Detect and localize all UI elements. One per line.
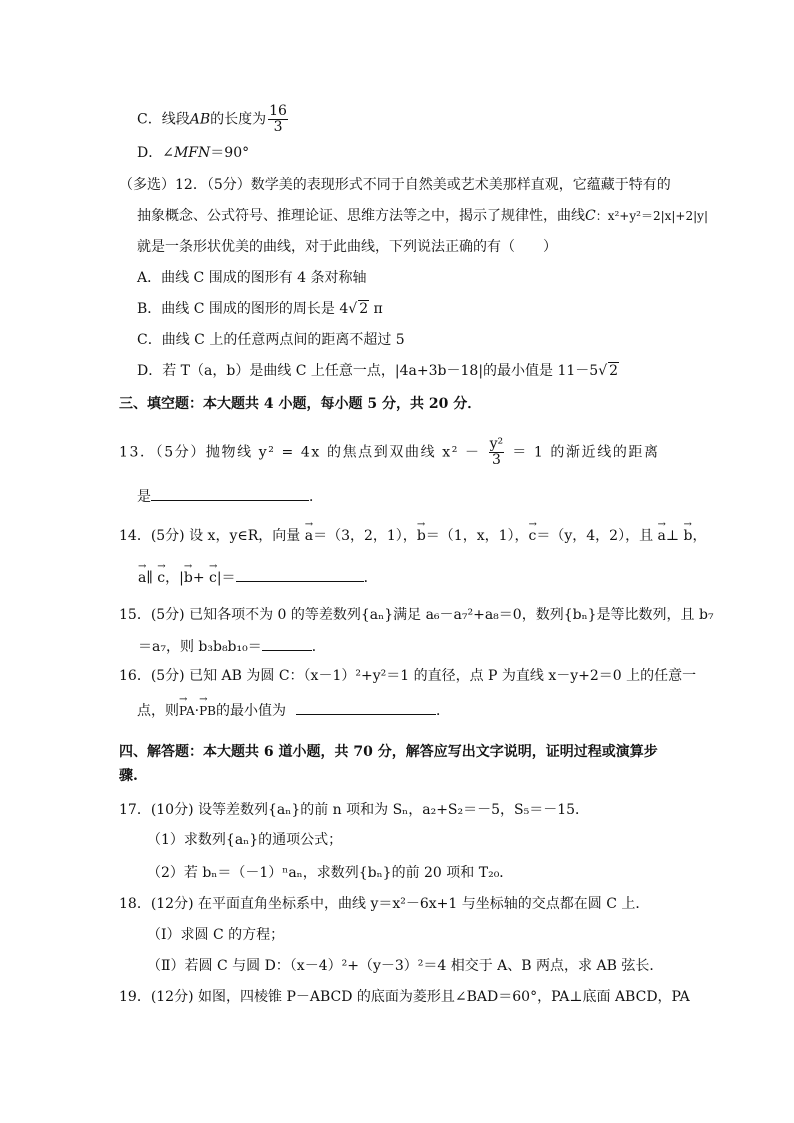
q12-option-d-text: D．若 T（a，b）是曲线 C 上任意一点，|4a+3b－18|的最小值是 11－5 — [137, 363, 599, 379]
q12-option-c: C．曲线 C 上的任意两点间的距离不超过 5 — [137, 332, 405, 348]
q14-line1-e: ⊥ — [665, 528, 684, 544]
q14-line2-a: ∥ — [146, 570, 158, 586]
vector-a: → a — [138, 568, 146, 588]
q14-line2-b: | — [179, 570, 184, 586]
q17-part2: （2）若 bₙ＝（－1）ⁿaₙ，求数列{bₙ}的前 20 项和 T₂₀． — [147, 865, 514, 881]
q11-fraction — [268, 104, 288, 135]
q13-line2-end: ． — [309, 489, 323, 505]
q16-line2-b: 的最小值为 — [216, 703, 286, 719]
vector-b: → b — [684, 526, 693, 546]
q16-dot: · — [194, 703, 200, 719]
q14-line1 — [119, 526, 706, 546]
q12-option-b — [137, 299, 383, 319]
q14-answer-blank[interactable] — [236, 567, 364, 582]
q11-option-d — [137, 143, 249, 163]
sqrt-sign-icon: √ — [348, 301, 358, 317]
section-4-heading-line2: 骤. — [119, 768, 138, 784]
q14-line1-b: ＝（3，2，1）， — [313, 528, 417, 544]
q14-line1-comma: ， — [692, 528, 707, 544]
q13-line2-text: 是 — [137, 489, 151, 505]
vector-b: → b — [417, 526, 426, 546]
q15-answer-blank[interactable] — [262, 636, 312, 651]
q11-option-c-mid: 的长度为 — [210, 111, 267, 128]
vector-a: → a — [658, 526, 666, 546]
q11-option-d-var: MFN — [173, 145, 211, 161]
q13-line2 — [137, 486, 323, 507]
q12-stem-line2-b: ：x²+y²＝2|x|+2|y| — [595, 209, 708, 223]
q15-line1: 15．(5分) 已知各项不为 0 的等差数列{aₙ}满足 a₆－a₇²+a₈＝0，数列{bₙ}是等比数列，且 b₇ — [119, 607, 714, 623]
q14-line2-d: |＝ — [216, 570, 236, 586]
q11-fraction-den: 3 — [273, 119, 283, 135]
q11-option-c-text: C．线段 — [137, 111, 190, 128]
q11-option-d-end: ＝90° — [210, 145, 250, 161]
q15-line2-a: ＝a₇，则 b₃b₈b₁₀＝ — [138, 639, 262, 655]
q12-option-d-radicand: 2 — [609, 363, 619, 379]
q14-line2-end: ． — [363, 570, 378, 586]
q12-stem-line2-var: C — [585, 208, 596, 224]
q15-line2-end: ． — [311, 639, 326, 655]
q12-stem-line2 — [137, 206, 708, 226]
q11-option-d-text: D．∠ — [137, 145, 174, 161]
q12-option-b-pi: π — [369, 301, 383, 317]
sqrt-sign-icon: √ — [598, 363, 608, 379]
q12-option-b-radicand: 2 — [359, 301, 369, 317]
q14-line1-a: 14．(5分) 设 x，y∈R，向量 — [119, 528, 305, 544]
vector-b: → b — [184, 568, 193, 588]
q14-line1-c: ＝（1，x，1）， — [425, 528, 529, 544]
q18-part1: （Ⅰ）求圆 C 的方程； — [147, 927, 285, 943]
q15-line2 — [138, 636, 326, 657]
q11-option-c-var: AB — [189, 111, 211, 128]
vector-pa: → PA — [179, 701, 195, 721]
q13-fraction-den: 3 — [491, 452, 501, 468]
q17-stem: 17．(10分) 设等差数列{aₙ}的前 n 项和为 Sₙ，a₂+S₂＝－5，S₅＝－15． — [119, 802, 590, 818]
q11-option-c — [137, 104, 290, 135]
vector-c: → c — [157, 568, 165, 588]
q14-line2 — [138, 567, 378, 588]
q16-answer-blank[interactable] — [296, 700, 436, 715]
q12-stem-line3: 就是一条形状优美的曲线，对于此曲线，下列说法正确的有（ ） — [137, 239, 557, 255]
q13-fraction — [489, 437, 505, 468]
q14-line2-comma: ， — [165, 570, 180, 586]
q13-line1 — [119, 437, 660, 468]
q16-line2 — [137, 700, 450, 721]
vector-a: → a — [305, 526, 313, 546]
q11-fraction-num: 16 — [269, 103, 287, 119]
q16-line1: 16．(5分) 已知 AB 为圆 C：（x－1）²+y²＝1 的直径，点 P 为直线 x－y+2＝0 上的任意一 — [119, 668, 697, 684]
q14-line2-c: + — [192, 570, 209, 586]
q12-stem-line1: （多选）12．（5分）数学美的表现形式不同于自然美或艺术美那样直观，它蕴藏于特有的 — [119, 177, 671, 193]
q13-line1-a: 13．（5分）抛物线 y² = 4x 的焦点到双曲线 x² － — [119, 444, 487, 461]
q16-line2-a: 点，则 — [137, 703, 179, 719]
q13-fraction-num: y² — [489, 436, 504, 452]
vector-c: → c — [529, 526, 537, 546]
q18-part2: （Ⅱ）若圆 C 与圆 D：（x－4）²+（y－3）²＝4 相交于 A、B 两点，求 AB 弦长． — [147, 958, 664, 974]
q13-answer-blank[interactable] — [151, 486, 309, 501]
q13-line1-b: ＝ 1 的渐近线的距离 — [506, 444, 660, 461]
vector-pb: → PB — [199, 701, 216, 721]
section-4-heading-line1: 四、解答题：本大题共 6 道小题，共 70 分，解答应写出文字说明，证明过程或演算步 — [119, 744, 658, 760]
q12-option-d — [137, 361, 619, 381]
q19-stem: 19．(12分) 如图，四棱锥 P－ABCD 的底面为菱形且∠BAD＝60°，PA⊥底面 ABCD，PA — [119, 989, 690, 1005]
q12-stem-line2-a: 抽象概念、公式符号、推理论证、思维方法等之中，揭示了规律性，曲线 — [137, 208, 585, 224]
q14-line1-d: ＝（y，4，2），且 — [536, 528, 658, 544]
q18-stem: 18．(12分) 在平面直角坐标系中，曲线 y＝x²－6x+1 与坐标轴的交点都在圆 C 上． — [119, 896, 650, 912]
q12-option-a: A．曲线 C 围成的图形有 4 条对称轴 — [137, 270, 367, 286]
vector-c: → c — [209, 568, 217, 588]
q12-option-b-text: B．曲线 C 围成的图形的周长是 4 — [137, 301, 349, 317]
q16-line2-end: ． — [436, 703, 450, 719]
q17-part1: （1）求数列{aₙ}的通项公式； — [147, 832, 343, 848]
section-3-heading: 三、填空题：本大题共 4 小题，每小题 5 分，共 20 分． — [119, 396, 482, 412]
